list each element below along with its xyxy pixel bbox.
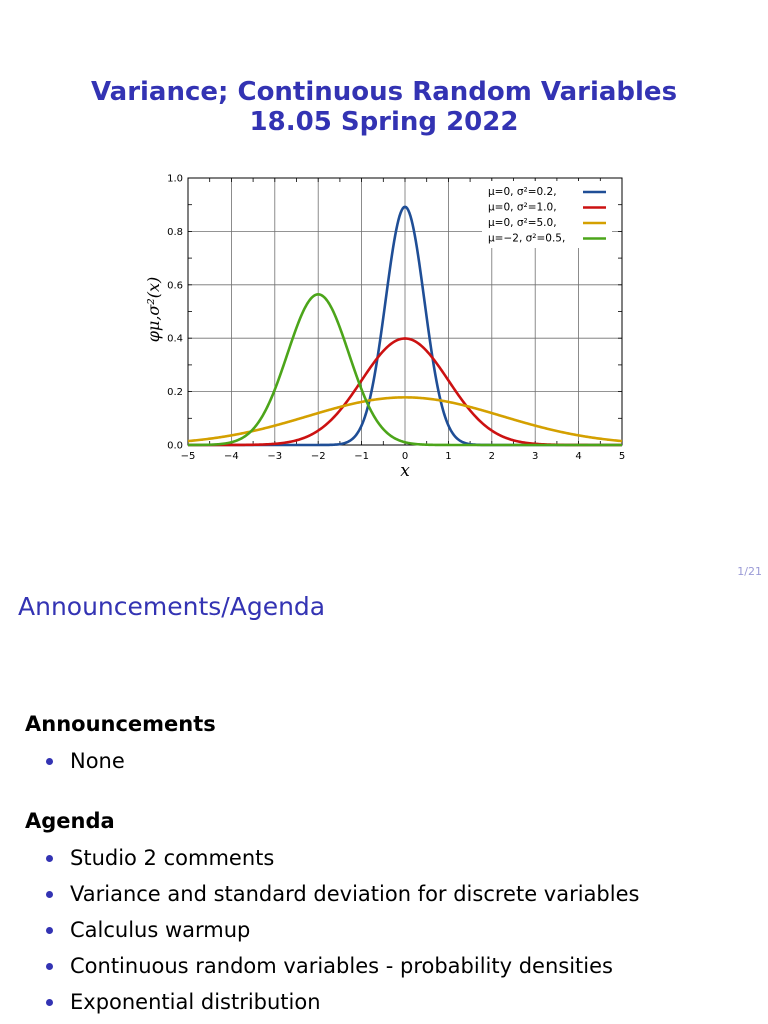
y-tick-label: 0.6: [167, 280, 183, 292]
announcements-heading: Announcements: [25, 712, 216, 736]
list-item-text: Continuous random variables - probability densities: [70, 954, 613, 978]
list-item-text: Variance and standard deviation for discrete variables: [70, 882, 640, 906]
y-tick-label: 0.8: [167, 226, 183, 238]
y-tick-label: 0.0: [167, 440, 183, 452]
agenda-list: [46, 840, 639, 1020]
list-item: [46, 840, 639, 876]
page-number: 1/21: [737, 565, 762, 578]
normal-distribution-chart: [142, 170, 628, 482]
x-tick-label: 3: [532, 451, 539, 462]
y-tick-label: 0.4: [167, 333, 183, 345]
slide-title: Variance; Continuous Random Variables: [90, 77, 678, 107]
x-tick-label: 4: [575, 451, 582, 462]
legend-label: μ=0, σ²=5.0,: [488, 217, 557, 229]
y-tick-label: 0.2: [167, 387, 183, 399]
bullet-icon: [46, 963, 53, 970]
x-tick-label: −2: [310, 451, 326, 462]
bullet-icon: [46, 891, 53, 898]
list-item: [46, 912, 639, 948]
section-title: Announcements/Agenda: [18, 592, 326, 621]
x-tick-label: 0: [401, 451, 409, 462]
list-item: [46, 984, 639, 1020]
list-item-text: Exponential distribution: [70, 990, 321, 1014]
y-axis-label: φμ,σ²(x): [144, 276, 163, 343]
x-tick-label: −4: [224, 451, 239, 462]
x-tick-label: 2: [488, 451, 495, 462]
list-item: [46, 948, 639, 984]
list-item-text: Studio 2 comments: [70, 846, 275, 870]
bullet-icon: [46, 758, 53, 765]
x-tick-label: 5: [618, 451, 626, 462]
x-tick-label: −5: [180, 451, 196, 462]
legend-label: μ=0, σ²=1.0,: [488, 201, 557, 214]
x-axis-label: x: [400, 461, 410, 481]
bullet-icon: [46, 927, 53, 934]
chart-svg: [142, 170, 628, 482]
list-item: [46, 743, 125, 779]
list-item-text: None: [70, 749, 125, 773]
agenda-heading: Agenda: [25, 809, 115, 833]
bullet-icon: [46, 999, 53, 1006]
announcements-list: [46, 743, 125, 779]
legend-label: μ=−2, σ²=0.5,: [488, 232, 566, 245]
slide-subtitle: 18.05 Spring 2022: [249, 107, 519, 137]
bullet-icon: [46, 855, 53, 862]
x-tick-label: 1: [445, 451, 452, 462]
list-item: [46, 876, 639, 912]
y-tick-label: 1.0: [167, 173, 183, 185]
x-tick-label: −1: [354, 451, 369, 462]
list-item-text: Calculus warmup: [70, 918, 251, 942]
x-tick-label: −3: [267, 451, 283, 462]
legend-label: μ=0, σ²=0.2,: [488, 186, 557, 198]
